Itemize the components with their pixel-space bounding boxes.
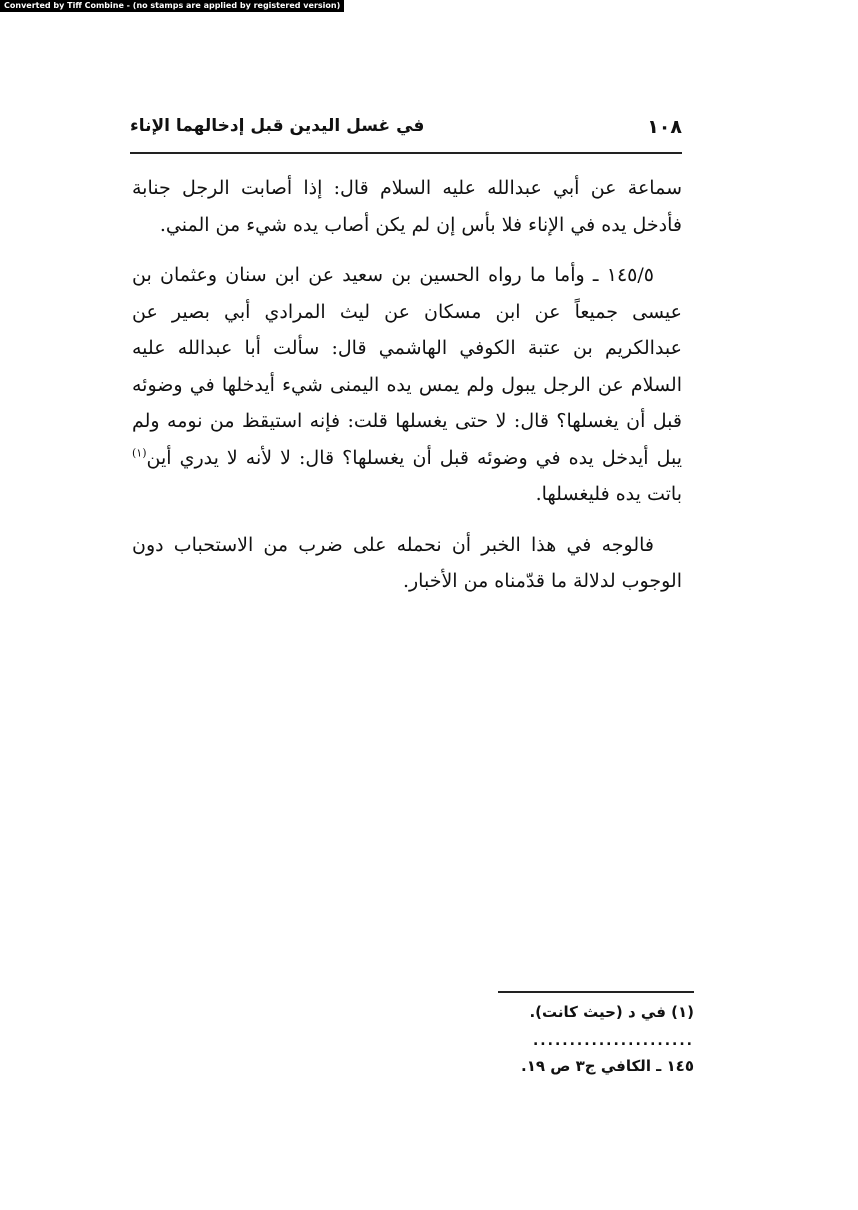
page-number: ١٠٨ [647,116,682,138]
footnotes [470,998,694,1080]
footnote-separator: ...................... [532,1033,694,1049]
main-text [132,170,682,614]
paragraph-2-text: ١٤٥/٥ ـ وأما ما رواه الحسين بن سعيد عن ابن سنان وعثمان بن عيسى جميعاً عن ابن مسكان عن ليث المرادي أبي بصير عن عبدالكريم بن عتبة الكوفي الهاشمي قال: سألت أبا عبدالله عليه السلام عن الرجل يبول ولم يمس يده اليمنى شيء أيدخلها في وضوئه قبل أن يغسلها؟ قال: لا حتى يغسلها قلت: فإنه استيقظ من نومه ولم يبل أيدخل يده في وضوئه قبل أن يغسلها؟ قال: لا لأنه لا يدري أين [132,264,682,469]
paragraph-3: فالوجه في هذا الخبر أن نحمله على ضرب من الاستحباب دون الوجوب لدلالة ما قدّمناه من الأخبار. [132,533,682,592]
page-header [130,112,682,144]
footnote-marker: (١) [132,446,147,460]
paragraph-2-end: باتت يده فليغسلها. [535,483,682,505]
footnote-rule [498,991,694,993]
footnote-1: (١) في د (حيث كانت). [529,1003,694,1021]
paragraph-1: سماعة عن أبي عبدالله عليه السلام قال: إذا أصابت الرجل جنابة فأدخل يده في الإناء فلا بأس إن لم يكن أصاب يده شيء من المني. [132,177,682,236]
header-rule [130,152,682,154]
paragraph-2 [132,257,682,513]
converter-banner: Converted by Tiff Combine - (no stamps are applied by registered version) [0,0,344,12]
running-title: في غسل اليدين قبل إدخالهما الإناء [130,116,425,136]
source-note: ١٤٥ ـ الكافي ج٣ ص ١٩. [521,1057,694,1075]
